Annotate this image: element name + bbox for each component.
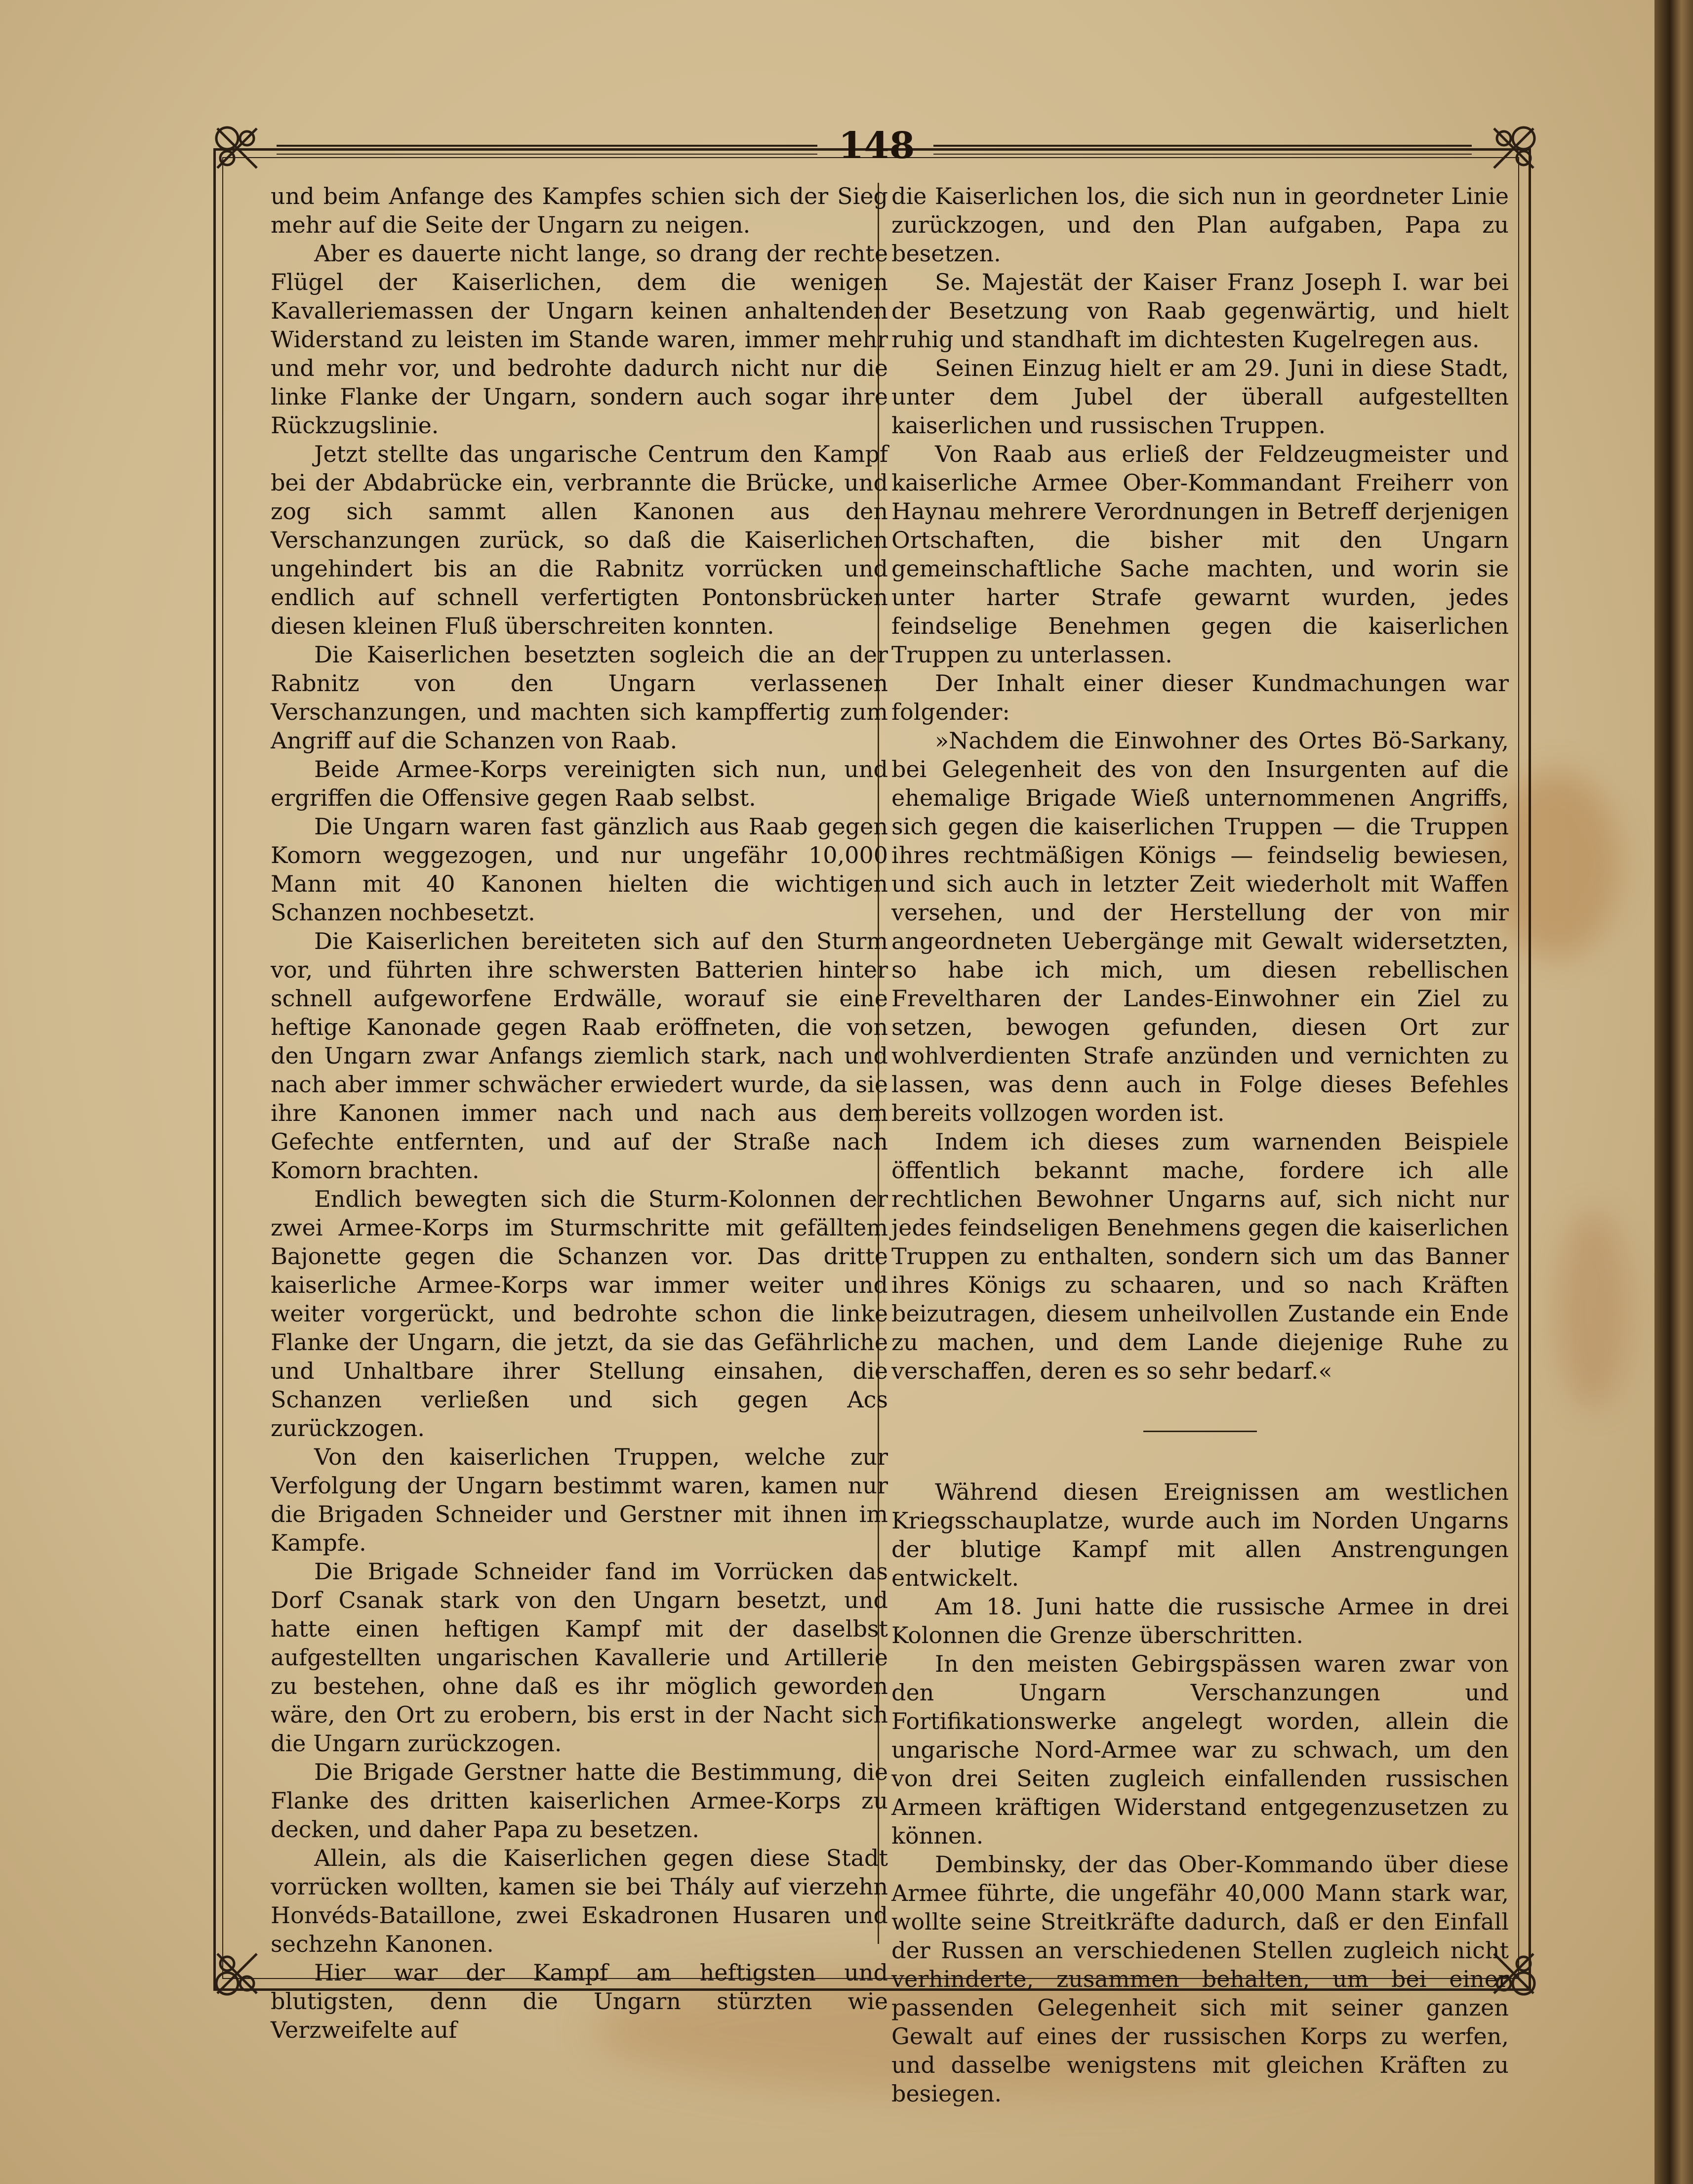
quoted-proclamation: »Nachdem die Einwohner des Ortes Bö-Sarkany, bei Gelegenheit des von den Insurgenten auf die ehemalige Brigade Wieß unternommenen Angriffs, sich gegen die kaiserlichen Truppen — die Truppen ihres rechtmäßigen Königs — feindselig bewiesen, und sich auch in letzter Zeit wiederholt mit Waffen versehen, und der Herstellung der von mir angeordneten Uebergänge mit Gewalt widersetzten, so habe ich mich, um diesen rebellischen Freveltharen der Landes-Einwohner ein Ziel zu setzen, bewogen gefunden, diesen Ort zur wohlverdienten Strafe anzünden und vernichten zu lassen, was denn auch in Folge dieses Befehles bereits vollzogen worden ist. <box>891 727 1509 1126</box>
page-header <box>277 126 1472 165</box>
paragraph: und beim Anfange des Kampfes schien sich der Sieg mehr auf die Seite der Ungarn zu neigen. <box>271 183 888 238</box>
paragraph: In den meisten Gebirgspässen waren zwar von den Ungarn Verschanzungen und Fortifikationswerke angelegt worden, allein die ungarische Nord-Armee war zu schwach, um den von drei Seiten zugleich einfallenden russischen Armeen kräftigen Widerstand entgegenzusetzen zu können. <box>891 1650 1509 1849</box>
paragraph: Aber es dauerte nicht lange, so drang der rechte Flügel der Kaiserlichen, dem die wenigen Kavalleriemassen der Ungarn keinen anhaltenden Widerstand zu leisten im Stande waren, immer mehr und mehr vor, und bedrohte dadurch nicht nur die linke Flanke der Ungarn, sondern auch sogar ihre Rückzugslinie. <box>271 240 888 439</box>
header-rule <box>277 145 817 155</box>
corner-ornament-icon <box>207 1944 267 2003</box>
paragraph: Hier war der Kampf am heftigsten und blutigsten, denn die Ungarn stürzten wie Verzweifelte auf <box>271 1959 888 2043</box>
header-rule <box>933 145 1472 155</box>
paragraph: Dembinsky, der das Ober-Kommando über diese Armee führte, die ungefähr 40,000 Mann stark war, wollte seine Streitkräfte dadurch, daß er den Einfall der Russen an verschiedenen Stellen zugleich nicht verhinderte, zusammen behalten, um bei einer passenden Gelegenheit sich mit seiner ganzen Gewalt auf eines der russischen Korps zu werfen, und dasselbe wenigstens mit gleichen Kräften zu besiegen. <box>891 1851 1509 2107</box>
paragraph: Die Brigade Gerstner hatte die Bestimmung, die Flanke des dritten kaiserlichen Armee-Korps zu decken, und daher Papa zu besetzen. <box>271 1759 888 1843</box>
paragraph: Am 18. Juni hatte die russische Armee in drei Kolonnen die Grenze überschritten. <box>891 1593 1509 1648</box>
paragraph: Se. Majestät der Kaiser Franz Joseph I. war bei der Besetzung von Raab gegenwärtig, und hielt ruhig und standhaft im dichtesten Kugelregen aus. <box>891 269 1509 353</box>
page-number: 148 <box>838 124 915 167</box>
quoted-proclamation: Indem ich dieses zum warnenden Beispiele öffentlich bekannt mache, fordere ich alle rechtlichen Bewohner Ungarns auf, sich nicht nur jedes feindseligen Benehmens gegen die kaiserlichen Truppen zu enthalten, sondern sich um das Banner ihres Königs zu schaaren, und so nach Kräften beizutragen, diesem unheilvollen Zustande ein Ende zu machen, und dem Lande diejenige Ruhe zu verschaffen, deren es so sehr bedarf.« <box>891 1128 1509 1384</box>
paragraph: Der Inhalt einer dieser Kundmachungen war folgender: <box>891 670 1509 725</box>
book-gutter <box>1654 0 1693 2184</box>
right-column <box>891 182 1509 2108</box>
paragraph: Allein, als die Kaiserlichen gegen diese Stadt vorrücken wollten, kamen sie bei Thály auf vierzehn Honvéds-Bataillone, zwei Eskadronen Husaren und sechzehn Kanonen. <box>271 1845 888 1957</box>
paragraph: Von den kaiserlichen Truppen, welche zur Verfolgung der Ungarn bestimmt waren, kamen nur die Brigaden Schneider und Gerstner mit ihnen im Kampfe. <box>271 1443 888 1556</box>
corner-ornament-icon <box>1484 119 1543 178</box>
water-stain <box>1556 1210 1630 1408</box>
paragraph: Während diesen Ereignissen am westlichen Kriegsschauplatze, wurde auch im Norden Ungarns der blutige Kampf mit allen Anstrengungen entwickelt. <box>891 1479 1509 1591</box>
paragraph: Seinen Einzug hielt er am 29. Juni in diese Stadt, unter dem Jubel der überall aufgestellten kaiserlichen und russischen Truppen. <box>891 355 1509 439</box>
corner-ornament-icon <box>207 119 267 178</box>
paragraph: die Kaiserlichen los, die sich nun in geordneter Linie zurückzogen, und den Plan aufgaben, Papa zu besetzen. <box>891 183 1509 267</box>
paragraph: Die Kaiserlichen besetzten sogleich die an der Rabnitz von den Ungarn verlassenen Verschanzungen, und machten sich kampffertig zum Angriff auf die Schanzen von Raab. <box>271 641 888 754</box>
paragraph: Beide Armee-Korps vereinigten sich nun, und ergriffen die Offensive gegen Raab selbst. <box>271 756 888 811</box>
section-separator <box>1143 1431 1257 1432</box>
left-column <box>271 182 888 2044</box>
paragraph: Die Kaiserlichen bereiteten sich auf den Sturm vor, und führten ihre schwersten Batterien hinter schnell aufgeworfene Erdwälle, worauf sie eine heftige Kanonade gegen Raab eröffneten, die von den Ungarn zwar Anfangs ziemlich stark, nach und nach aber immer schwächer erwiedert wurde, da sie ihre Kanonen immer nach und nach aus dem Gefechte entfernten, und auf der Straße nach Komorn brachten. <box>271 928 888 1184</box>
paragraph: Die Brigade Schneider fand im Vorrücken das Dorf Csanak stark von den Ungarn besetzt, und hatte einen heftigen Kampf mit der daselbst aufgestellten ungarischen Kavallerie und Artillerie zu bestehen, ohne daß es ihr möglich geworden wäre, den Ort zu erobern, bis erst in der Nacht sich die Ungarn zurückzogen. <box>271 1558 888 1757</box>
paragraph: Jetzt stellte das ungarische Centrum den Kampf bei der Abdabrücke ein, verbrannte die Brücke, und zog sich sammt allen Kanonen aus den Verschanzungen zurück, so daß die Kaiserlichen ungehindert bis an die Rabnitz vorrücken und endlich auf schnell verfertigten Pontonsbrücken diesen kleinen Fluß überschreiten konnten. <box>271 441 888 639</box>
paragraph: Endlich bewegten sich die Sturm-Kolonnen der zwei Armee-Korps im Sturmschritte mit gefälltem Bajonette gegen die Schanzen vor. Das dritte kaiserliche Armee-Korps war immer weiter und weiter vorgerückt, und bedrohte schon die linke Flanke der Ungarn, die jetzt, da sie das Gefährliche und Unhaltbare ihrer Stellung einsahen, die Schanzen verließen und sich gegen Acs zurückzogen. <box>271 1186 888 1442</box>
paragraph: Die Ungarn waren fast gänzlich aus Raab gegen Komorn weggezogen, und nur ungefähr 10,000 Mann mit 40 Kanonen hielten die wichtigen Schanzen nochbesetzt. <box>271 813 888 926</box>
paragraph: Von Raab aus erließ der Feldzeugmeister und kaiserliche Armee Ober-Kommandant Freiherr von Haynau mehrere Verordnungen in Betreff derjenigen Ortschaften, die bisher mit den Ungarn gemeinschaftliche Sache machten, und worin sie unter harter Strafe gewarnt wurden, jedes feindselige Benehmen gegen die kaiserlichen Truppen zu unterlassen. <box>891 441 1509 668</box>
